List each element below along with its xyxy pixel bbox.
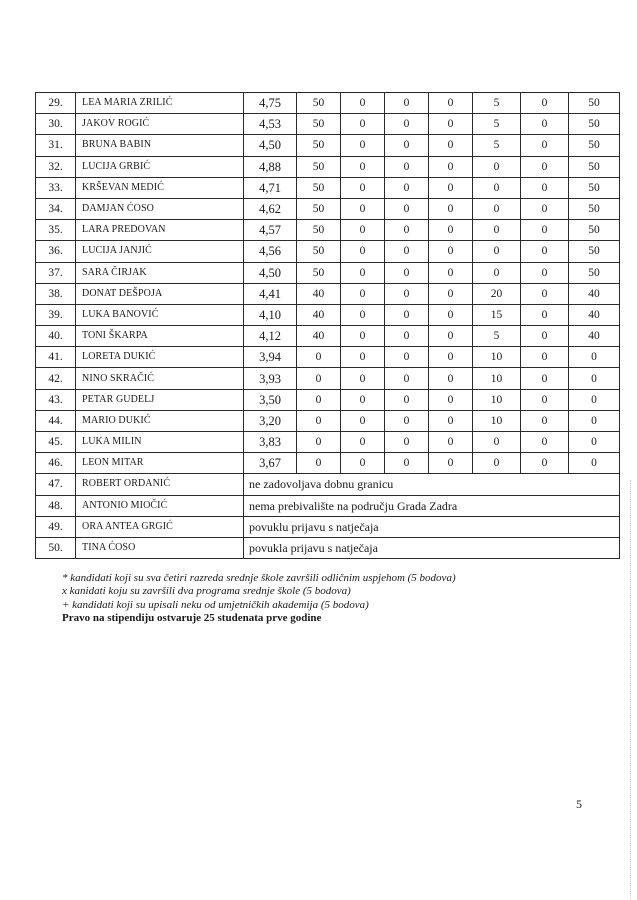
legend-line-plus: + kandidati koji su upisali neku od umjetničkih akademija (5 bodova)	[62, 598, 369, 611]
cell-c5: 5	[473, 114, 521, 135]
cell-name: LARA PREDOVAN	[76, 220, 244, 241]
cell-c6: 0	[521, 283, 569, 304]
cell-c3: 0	[385, 198, 429, 219]
cell-c4: 0	[429, 347, 473, 368]
table-row	[36, 389, 620, 410]
cell-c6: 0	[521, 177, 569, 198]
cell-name: LEA MARIA ZRILIĆ	[76, 93, 244, 114]
cell-c3: 0	[385, 241, 429, 262]
cell-c2: 0	[341, 304, 385, 325]
cell-c3: 0	[385, 220, 429, 241]
cell-name: LUKA BANOVIĆ	[76, 304, 244, 325]
cell-c4: 0	[429, 368, 473, 389]
cell-num: 48.	[36, 495, 76, 516]
table-row	[36, 368, 620, 389]
cell-c6: 0	[521, 453, 569, 474]
cell-c1: 50	[297, 135, 341, 156]
cell-c5: 10	[473, 410, 521, 431]
cell-num: 38.	[36, 283, 76, 304]
cell-total: 0	[569, 368, 620, 389]
cell-c4: 0	[429, 283, 473, 304]
cell-note: nema prebivalište na području Grada Zadra	[244, 495, 620, 516]
cell-total: 0	[569, 410, 620, 431]
cell-c6: 0	[521, 156, 569, 177]
cell-num: 37.	[36, 262, 76, 283]
cell-c4: 0	[429, 241, 473, 262]
cell-grade: 4,62	[244, 198, 297, 219]
cell-num: 36.	[36, 241, 76, 262]
table-row	[36, 156, 620, 177]
cell-c3: 0	[385, 326, 429, 347]
cell-c5: 5	[473, 135, 521, 156]
cell-num: 31.	[36, 135, 76, 156]
cell-c1: 50	[297, 93, 341, 114]
cell-c2: 0	[341, 177, 385, 198]
cell-c3: 0	[385, 156, 429, 177]
cell-note: povukla prijavu s natječaja	[244, 537, 620, 558]
cell-c6: 0	[521, 262, 569, 283]
cell-c5: 0	[473, 156, 521, 177]
cell-c2: 0	[341, 114, 385, 135]
cell-num: 49.	[36, 516, 76, 537]
cell-c4: 0	[429, 432, 473, 453]
cell-total: 40	[569, 283, 620, 304]
table-row	[36, 304, 620, 325]
cell-c6: 0	[521, 432, 569, 453]
cell-c3: 0	[385, 114, 429, 135]
cell-c5: 0	[473, 453, 521, 474]
cell-c2: 0	[341, 368, 385, 389]
cell-c2: 0	[341, 135, 385, 156]
cell-c1: 0	[297, 368, 341, 389]
cell-grade: 4,50	[244, 135, 297, 156]
page-number: 5	[576, 797, 582, 811]
cell-name: MARIO DUKIĆ	[76, 410, 244, 431]
cell-num: 41.	[36, 347, 76, 368]
cell-grade: 3,20	[244, 410, 297, 431]
cell-c6: 0	[521, 389, 569, 410]
cell-c6: 0	[521, 198, 569, 219]
cell-c5: 10	[473, 368, 521, 389]
cell-total: 50	[569, 198, 620, 219]
cell-name: LUKA MILIN	[76, 432, 244, 453]
cell-c2: 0	[341, 389, 385, 410]
cell-c4: 0	[429, 453, 473, 474]
cell-name: LUCIJA GRBIĆ	[76, 156, 244, 177]
cell-c2: 0	[341, 262, 385, 283]
ranking-table	[35, 92, 620, 559]
table-row	[36, 347, 620, 368]
cell-name: BRUNA BABIN	[76, 135, 244, 156]
table-row	[36, 410, 620, 431]
table-row	[36, 326, 620, 347]
cell-name: ORA ANTEA GRGIĆ	[76, 516, 244, 537]
cell-c2: 0	[341, 453, 385, 474]
cell-total: 50	[569, 114, 620, 135]
cell-c5: 0	[473, 432, 521, 453]
cell-c5: 0	[473, 241, 521, 262]
cell-c2: 0	[341, 198, 385, 219]
cell-c6: 0	[521, 347, 569, 368]
table-row	[36, 453, 620, 474]
cell-c1: 50	[297, 177, 341, 198]
cell-c3: 0	[385, 347, 429, 368]
cell-grade: 3,83	[244, 432, 297, 453]
cell-name: LEON MITAR	[76, 453, 244, 474]
cell-num: 42.	[36, 368, 76, 389]
cell-c6: 0	[521, 410, 569, 431]
cell-c3: 0	[385, 262, 429, 283]
table-row	[36, 241, 620, 262]
cell-c3: 0	[385, 453, 429, 474]
table-row	[36, 177, 620, 198]
cell-num: 47.	[36, 474, 76, 495]
cell-name: DAMJAN ĆOSO	[76, 198, 244, 219]
cell-c1: 50	[297, 262, 341, 283]
cell-c5: 15	[473, 304, 521, 325]
cell-c1: 40	[297, 326, 341, 347]
table-row	[36, 262, 620, 283]
cell-num: 33.	[36, 177, 76, 198]
cell-c1: 50	[297, 114, 341, 135]
cell-c2: 0	[341, 326, 385, 347]
cell-name: DONAT DEŠPOJA	[76, 283, 244, 304]
cell-num: 50.	[36, 537, 76, 558]
cell-c6: 0	[521, 135, 569, 156]
cell-num: 43.	[36, 389, 76, 410]
cell-num: 40.	[36, 326, 76, 347]
cell-c2: 0	[341, 432, 385, 453]
scholarship-note: Pravo na stipendiju ostvaruje 25 studenata prve godine	[62, 612, 322, 625]
cell-grade: 3,94	[244, 347, 297, 368]
cell-c4: 0	[429, 220, 473, 241]
cell-c3: 0	[385, 368, 429, 389]
cell-num: 39.	[36, 304, 76, 325]
legend-line-asterisk: * kandidati koji su sva četiri razreda srednje škole završili odličnim uspjehom (5 bodova)	[62, 572, 456, 584]
table-row	[36, 135, 620, 156]
cell-grade: 4,75	[244, 93, 297, 114]
cell-c2: 0	[341, 220, 385, 241]
cell-grade: 4,12	[244, 326, 297, 347]
legend-line-x: x kanidati koju su završili dva programa srednje škole (5 bodova)	[62, 585, 351, 598]
cell-name: JAKOV ROGIĆ	[76, 114, 244, 135]
cell-total: 50	[569, 241, 620, 262]
table-row-note	[36, 516, 620, 537]
cell-name: TONI ŠKARPA	[76, 326, 244, 347]
cell-name: ANTONIO MIOČIĆ	[76, 495, 244, 516]
cell-c1: 0	[297, 347, 341, 368]
cell-note: ne zadovoljava dobnu granicu	[244, 474, 620, 495]
cell-total: 50	[569, 156, 620, 177]
cell-c4: 0	[429, 114, 473, 135]
cell-c4: 0	[429, 410, 473, 431]
cell-c1: 0	[297, 410, 341, 431]
cell-name: PETAR GUDELJ	[76, 389, 244, 410]
cell-c1: 50	[297, 156, 341, 177]
cell-total: 0	[569, 389, 620, 410]
cell-c4: 0	[429, 93, 473, 114]
cell-c1: 0	[297, 432, 341, 453]
cell-c3: 0	[385, 304, 429, 325]
table-row-note	[36, 474, 620, 495]
cell-grade: 4,50	[244, 262, 297, 283]
cell-num: 29.	[36, 93, 76, 114]
cell-total: 0	[569, 347, 620, 368]
cell-num: 32.	[36, 156, 76, 177]
cell-note: povuklu prijavu s natječaja	[244, 516, 620, 537]
cell-c2: 0	[341, 156, 385, 177]
cell-total: 0	[569, 432, 620, 453]
cell-c3: 0	[385, 177, 429, 198]
cell-name: TINA ĆOSO	[76, 537, 244, 558]
cell-total: 50	[569, 135, 620, 156]
cell-c1: 40	[297, 304, 341, 325]
table-row	[36, 220, 620, 241]
cell-num: 34.	[36, 198, 76, 219]
cell-name: NINO SKRAČIĆ	[76, 368, 244, 389]
cell-c4: 0	[429, 326, 473, 347]
cell-c4: 0	[429, 156, 473, 177]
cell-c3: 0	[385, 93, 429, 114]
cell-total: 0	[569, 453, 620, 474]
cell-c6: 0	[521, 304, 569, 325]
cell-num: 46.	[36, 453, 76, 474]
cell-c5: 20	[473, 283, 521, 304]
cell-c2: 0	[341, 93, 385, 114]
cell-c3: 0	[385, 410, 429, 431]
table-row	[36, 93, 620, 114]
cell-c4: 0	[429, 304, 473, 325]
cell-c4: 0	[429, 389, 473, 410]
scan-edge-artifact	[630, 480, 632, 900]
cell-c6: 0	[521, 114, 569, 135]
cell-grade: 3,50	[244, 389, 297, 410]
cell-name: LORETA DUKIĆ	[76, 347, 244, 368]
cell-c5: 0	[473, 262, 521, 283]
cell-c1: 0	[297, 389, 341, 410]
cell-c6: 0	[521, 220, 569, 241]
cell-grade: 4,10	[244, 304, 297, 325]
cell-total: 50	[569, 177, 620, 198]
cell-c1: 50	[297, 198, 341, 219]
cell-c4: 0	[429, 198, 473, 219]
cell-total: 50	[569, 262, 620, 283]
cell-c2: 0	[341, 241, 385, 262]
cell-c1: 50	[297, 220, 341, 241]
cell-c5: 0	[473, 177, 521, 198]
table-row-note	[36, 537, 620, 558]
table-row	[36, 114, 620, 135]
cell-name: SARA ČIRJAK	[76, 262, 244, 283]
cell-c6: 0	[521, 368, 569, 389]
cell-num: 44.	[36, 410, 76, 431]
cell-grade: 4,88	[244, 156, 297, 177]
cell-c2: 0	[341, 283, 385, 304]
cell-c6: 0	[521, 326, 569, 347]
cell-c3: 0	[385, 135, 429, 156]
cell-grade: 3,67	[244, 453, 297, 474]
table-row	[36, 432, 620, 453]
cell-c3: 0	[385, 389, 429, 410]
cell-total: 50	[569, 93, 620, 114]
cell-c4: 0	[429, 177, 473, 198]
cell-c5: 10	[473, 347, 521, 368]
cell-grade: 3,93	[244, 368, 297, 389]
cell-c1: 40	[297, 283, 341, 304]
cell-total: 40	[569, 326, 620, 347]
cell-c6: 0	[521, 93, 569, 114]
cell-c4: 0	[429, 262, 473, 283]
cell-total: 40	[569, 304, 620, 325]
cell-c2: 0	[341, 347, 385, 368]
cell-grade: 4,71	[244, 177, 297, 198]
cell-c4: 0	[429, 135, 473, 156]
legend	[62, 572, 456, 626]
cell-c5: 10	[473, 389, 521, 410]
cell-name: LUCIJA JANJIĆ	[76, 241, 244, 262]
cell-c5: 5	[473, 93, 521, 114]
cell-c2: 0	[341, 410, 385, 431]
cell-c3: 0	[385, 283, 429, 304]
cell-c6: 0	[521, 241, 569, 262]
cell-c3: 0	[385, 432, 429, 453]
table-row	[36, 198, 620, 219]
cell-name: ROBERT ORDANIĆ	[76, 474, 244, 495]
cell-grade: 4,57	[244, 220, 297, 241]
cell-c5: 0	[473, 198, 521, 219]
cell-grade: 4,41	[244, 283, 297, 304]
table-row	[36, 283, 620, 304]
cell-name: KRŠEVAN MEDIĆ	[76, 177, 244, 198]
cell-num: 30.	[36, 114, 76, 135]
cell-grade: 4,53	[244, 114, 297, 135]
cell-c1: 50	[297, 241, 341, 262]
cell-c5: 5	[473, 326, 521, 347]
cell-num: 35.	[36, 220, 76, 241]
cell-c1: 0	[297, 453, 341, 474]
cell-num: 45.	[36, 432, 76, 453]
cell-grade: 4,56	[244, 241, 297, 262]
cell-total: 50	[569, 220, 620, 241]
cell-c5: 0	[473, 220, 521, 241]
table-row-note	[36, 495, 620, 516]
